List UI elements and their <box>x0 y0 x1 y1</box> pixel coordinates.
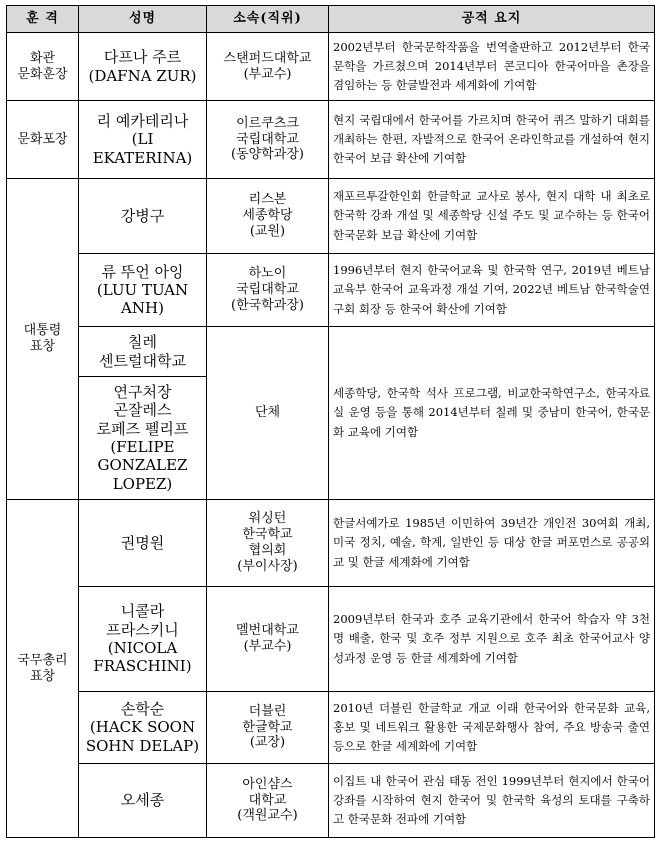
table-row <box>7 500 655 587</box>
awards-table <box>6 5 655 838</box>
merit-summary: 2009년부터 한국과 호주 교육기관에서 한국어 학습자 약 3천명 배출, 한국 및 호주 정부 지원으로 호주 최초 한국어교사 양성과정 운영 등 한글 세계화에 기여함 <box>329 587 655 692</box>
merit-summary: 2002년부터 한국문학작품을 번역출판하고 2012년부터 한국문학을 가르쳤으며 2014년부터 콘코디아 한국어마을 촌장을 겸임하는 등 한글발전과 세계화에 기여함 <box>329 33 655 101</box>
merit-summary: 한글서예가로 1985년 이민하여 39년간 개인전 30여회 개최, 미국 정치, 예술, 학계, 일반인 등 대상 한글 퍼포먼스로 공공외교 및 한글 세계화에 기여함 <box>329 500 655 587</box>
header-merit: 공적 요지 <box>329 6 655 33</box>
table-row <box>7 587 655 692</box>
merit-summary: 재포르투갈한인회 한글학교 교사로 봉사, 현지 대학 내 최초로 한국학 강좌 개설 및 세종학당 신설 주도 및 교수하는 등 한국어 한국문화 보급 확산에 기여함 <box>329 179 655 254</box>
recipient-name: 오세종 <box>79 764 207 838</box>
table-row <box>7 101 655 179</box>
header-award: 훈 격 <box>7 6 79 33</box>
recipient-affiliation: 하노이 국립대학교 (한국학과장) <box>207 254 329 327</box>
merit-summary: 이집트 내 한국어 관심 태동 전인 1999년부터 현지에서 한국어 강좌를 시작하여 현지 한국어 및 한국학 육성의 토대를 구축하고 한국문화 전파에 기여함 <box>329 764 655 838</box>
table-row <box>7 692 655 764</box>
recipient-name: 니콜라 프라스키니 (NICOLA FRASCHINI) <box>79 587 207 692</box>
recipient-name: 칠레 센트럴대학교 <box>79 327 207 377</box>
recipient-name: 리 예카테리나 (LI EKATERINA) <box>79 101 207 179</box>
recipient-affiliation: 리스본 세종학당 (교원) <box>207 179 329 254</box>
recipient-name: 권명원 <box>79 500 207 587</box>
recipient-name: 손학순 (HACK SOON SOHN DELAP) <box>79 692 207 764</box>
recipient-affiliation: 스탠퍼드대학교 (부교수) <box>207 33 329 101</box>
table-row <box>7 254 655 327</box>
award-munhwa: 문화포장 <box>7 101 79 179</box>
recipient-affiliation: 멜번대학교 (부교수) <box>207 587 329 692</box>
recipient-affiliation: 워싱턴 한국학교 협의회 (부이사장) <box>207 500 329 587</box>
merit-summary: 1996년부터 현지 한국어교육 및 한국학 연구, 2019년 베트남 교육부 한국어 교육과정 개설 기여, 2022년 베트남 한국학술연구회 회장 등 한국어 확산에 기여함 <box>329 254 655 327</box>
recipient-name: 강병구 <box>79 179 207 254</box>
recipient-name: 다프나 주르 (DAFNA ZUR) <box>79 33 207 101</box>
recipient-affiliation: 더블린 한글학교 (교장) <box>207 692 329 764</box>
recipient-name: 류 뚜언 아잉 (LUU TUAN ANH) <box>79 254 207 327</box>
header-affiliation: 소속(직위) <box>207 6 329 33</box>
table-row <box>7 327 655 377</box>
header-row <box>7 6 655 33</box>
table-row <box>7 33 655 101</box>
merit-summary: 세종학당, 한국학 석사 프로그램, 비교한국학연구소, 한국자료실 운영 등을 통해 2014년부터 칠레 및 중남미 한국어, 한국문화 교육에 기여함 <box>329 327 655 500</box>
header-name: 성명 <box>79 6 207 33</box>
recipient-affiliation: 이르쿠츠크 국립대학교 (동양학과장) <box>207 101 329 179</box>
recipient-affiliation: 단체 <box>207 327 329 500</box>
recipient-affiliation: 아인샴스 대학교 (객원교수) <box>207 764 329 838</box>
award-president: 대통령 표창 <box>7 179 79 500</box>
award-pm: 국무총리 표창 <box>7 500 79 838</box>
merit-summary: 2010년 더블린 한글학교 개교 이래 한국어와 한국문화 교육, 홍보 및 네트워크 활용한 국제문화행사 참여, 주요 방송국 출연 등으로 한글 세계화에 기여함 <box>329 692 655 764</box>
table-row <box>7 179 655 254</box>
award-hwagwan: 화관 문화훈장 <box>7 33 79 101</box>
recipient-name: 연구처장 곤잘레스 로페즈 펠리프 (FELIPE GONZALEZ LOPEZ) <box>79 377 207 500</box>
merit-summary: 현지 국립대에서 한국어를 가르치며 한국어 퀴즈 말하기 대회를 개최하는 한편, 자발적으로 한국어 온라인학교를 개설하여 현지 한국어 보급 확산에 기여함 <box>329 101 655 179</box>
table-row <box>7 764 655 838</box>
